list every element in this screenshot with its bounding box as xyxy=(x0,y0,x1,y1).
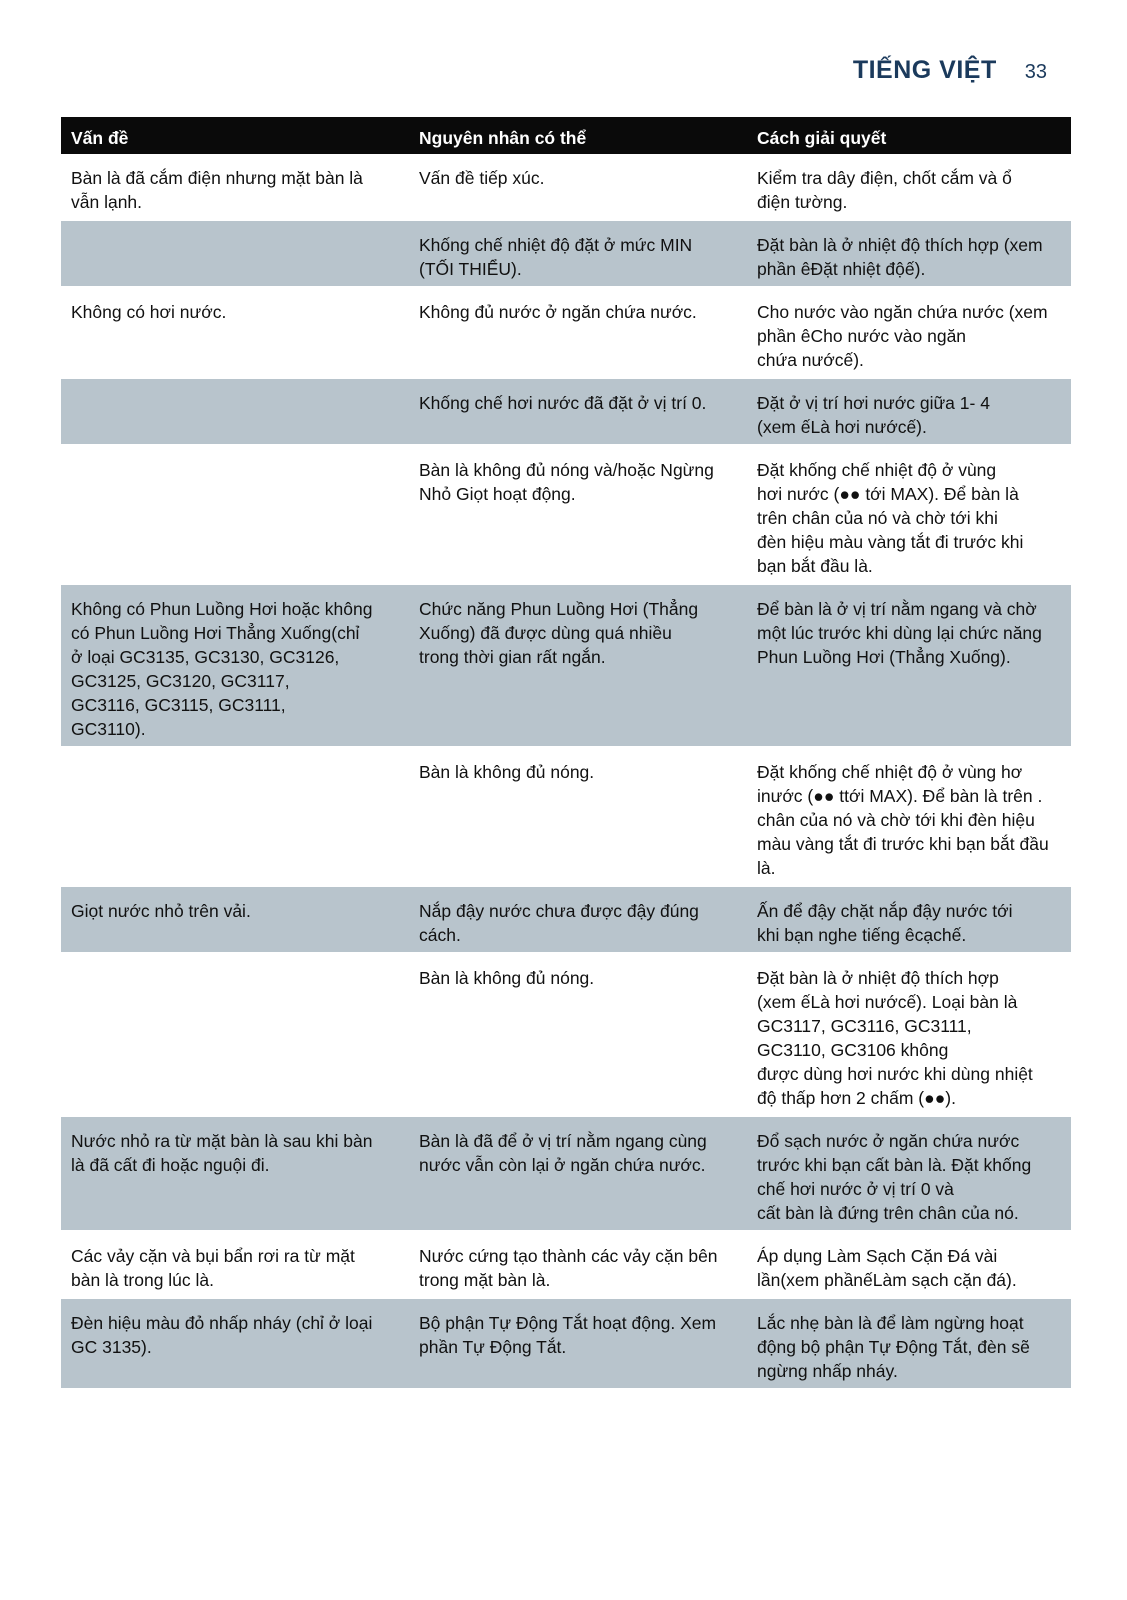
cell-cause: Không đủ nước ở ngăn chứa nước. xyxy=(419,302,697,322)
table-row xyxy=(61,154,1071,219)
cell-cause: Chức năng Phun Luồng Hơi (Thẳng Xuống) đã được dùng quá nhiều trong thời gian rất ngắn. xyxy=(419,599,699,667)
table-row xyxy=(61,1299,1071,1388)
cell-solution: Lắc nhẹ bàn là để làm ngừng hoạt động bộ phận Tự Động Tắt, đèn sẽ ngừng nhấp nháy. xyxy=(757,1313,1030,1381)
cell-cause: Bàn là không đủ nóng. xyxy=(419,762,595,782)
cell-cause: Bàn là không đủ nóng. xyxy=(419,968,595,988)
cell-problem: Nước nhỏ ra từ mặt bàn là sau khi bàn là đã cất đi hoặc nguội đi. xyxy=(71,1131,373,1175)
page-header xyxy=(853,56,1047,85)
table-row xyxy=(61,446,1071,583)
cell-solution: Ấn để đậy chặt nắp đậy nước tới khi bạn nghe tiếng êcạchế. xyxy=(757,901,1013,945)
table-row xyxy=(61,887,1071,952)
cell-solution: Cho nước vào ngăn chứa nước (xem phần êCho nước vào ngăn chứa nướcế). xyxy=(757,302,1048,370)
cell-problem xyxy=(61,954,409,1115)
table-body xyxy=(61,154,1071,1388)
table-row xyxy=(61,954,1071,1115)
cell-problem: Không có Phun Luồng Hơi hoặc không có Phun Luồng Hơi Thẳng Xuống(chỉ ở loại GC3135, GC3130, GC3126, GC3125, GC3120, GC3117, GC3116, GC3115, GC3111, GC3110). xyxy=(71,599,373,739)
cell-cause: Nắp đậy nước chưa được đậy đúng cách. xyxy=(419,901,699,945)
table-row xyxy=(61,379,1071,444)
column-header-solution: Cách giải quyết xyxy=(757,128,887,148)
table-row xyxy=(61,1232,1071,1297)
cell-problem xyxy=(61,446,409,583)
cell-cause: Bàn là đã để ở vị trí nằm ngang cùng nước vẫn còn lại ở ngăn chứa nước. xyxy=(419,1131,707,1175)
cell-problem xyxy=(61,748,409,885)
cell-solution: Đặt bàn là ở nhiệt độ thích hợp (xem ếLà hơi nướcế). Loại bàn là GC3117, GC3116, GC3111, GC3110, GC3106 không được dùng hơi nước khi dùng nhiệt độ thấp hơn 2 chấm (●●). xyxy=(757,968,1033,1108)
cell-cause: Bộ phận Tự Động Tắt hoạt động. Xem phần Tự Động Tắt. xyxy=(419,1313,717,1357)
cell-solution: Đặt khống chế nhiệt độ ở vùng hơ inước (●● ttới MAX). Để bàn là trên . chân của nó và chờ tới khi đèn hiệu màu vàng tắt đi trước khi bạn bắt đầu là. xyxy=(757,762,1049,878)
cell-problem xyxy=(61,221,409,286)
cell-solution: Đổ sạch nước ở ngăn chứa nước trước khi bạn cất bàn là. Đặt khống chế hơi nước ở vị trí 0 và cất bàn là đứng trên chân của nó. xyxy=(757,1131,1032,1223)
column-header-problem: Vấn đề xyxy=(71,128,129,148)
language-heading: TIẾNG VIỆT xyxy=(852,56,997,84)
cell-cause: Khống chế hơi nước đã đặt ở vị trí 0. xyxy=(419,393,707,413)
cell-solution: Đặt khống chế nhiệt độ ở vùng hơi nước (●● tới MAX). Để bàn là trên chân của nó và chờ tới khi đèn hiệu màu vàng tắt đi trước khi bạn bắt đầu là. xyxy=(757,460,1024,576)
cell-problem: Đèn hiệu màu đỏ nhấp nháy (chỉ ở loại GC 3135). xyxy=(71,1313,373,1357)
table-row xyxy=(61,1117,1071,1230)
cell-cause: Khống chế nhiệt độ đặt ở mức MIN (TỐI THIỂU). xyxy=(419,235,693,279)
cell-problem: Không có hơi nước. xyxy=(71,302,227,322)
cell-solution: Đặt bàn là ở nhiệt độ thích hợp (xem phần êĐặt nhiệt độế). xyxy=(757,235,1043,279)
cell-problem: Các vảy cặn và bụi bẩn rơi ra từ mặt bàn là trong lúc là. xyxy=(71,1246,355,1290)
cell-cause: Vấn đề tiếp xúc. xyxy=(419,168,545,188)
cell-problem: Giọt nước nhỏ trên vải. xyxy=(71,901,251,921)
cell-problem xyxy=(61,379,409,444)
column-header-cause: Nguyên nhân có thể xyxy=(419,128,587,148)
cell-solution: Để bàn là ở vị trí nằm ngang và chờ một lúc trước khi dùng lại chức năng Phun Luồng Hơi (Thẳng Xuống). xyxy=(757,599,1042,667)
cell-cause: Nước cứng tạo thành các vảy cặn bên trong mặt bàn là. xyxy=(419,1246,718,1290)
cell-cause: Bàn là không đủ nóng và/hoặc Ngừng Nhỏ Giọt hoạt động. xyxy=(419,460,714,504)
table-row xyxy=(61,221,1071,286)
cell-solution: Đặt ở vị trí hơi nước giữa 1- 4 (xem ếLà hơi nướcế). xyxy=(757,393,990,437)
table-row xyxy=(61,585,1071,746)
table-row xyxy=(61,748,1071,885)
table-header-row xyxy=(61,117,1071,154)
troubleshooting-table xyxy=(61,117,1071,1388)
cell-solution: Áp dụng Làm Sạch Cặn Đá vài lần(xem phầnếLàm sạch cặn đá). xyxy=(757,1246,1017,1290)
page-number: 33 xyxy=(1024,61,1047,83)
table-row xyxy=(61,288,1071,377)
cell-solution: Kiểm tra dây điện, chốt cắm và ổ điện tường. xyxy=(757,168,1012,212)
cell-problem: Bàn là đã cắm điện nhưng mặt bàn là vẫn lạnh. xyxy=(71,168,363,212)
